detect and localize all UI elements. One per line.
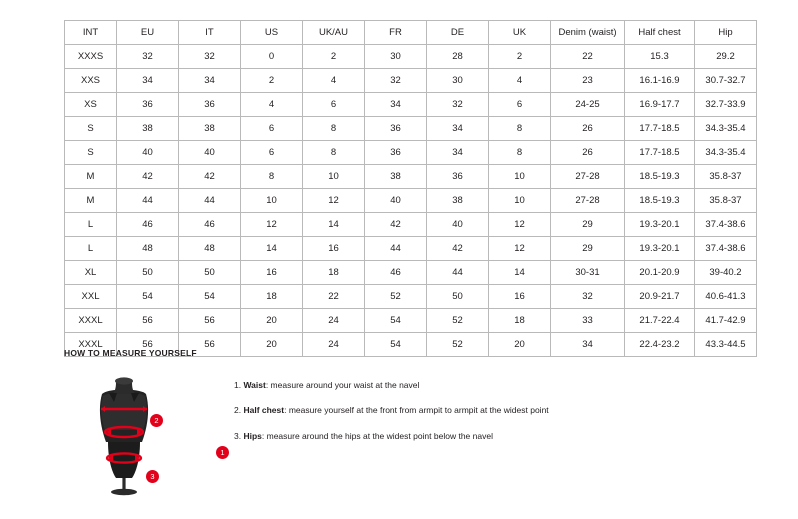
cell-denim-waist: 27-28 xyxy=(551,165,625,189)
cell-us: 8 xyxy=(241,165,303,189)
column-header-de: DE xyxy=(427,21,489,45)
table-row xyxy=(65,309,757,333)
cell-hip: 30.7-32.7 xyxy=(695,69,757,93)
cell-ukau: 18 xyxy=(303,261,365,285)
column-header-hip: Hip xyxy=(695,21,757,45)
table-row xyxy=(65,213,757,237)
cell-us: 12 xyxy=(241,213,303,237)
cell-de: 34 xyxy=(427,141,489,165)
cell-denim-waist: 26 xyxy=(551,117,625,141)
cell-half-chest: 22.4-23.2 xyxy=(625,333,695,357)
cell-ukau: 10 xyxy=(303,165,365,189)
column-header-uk: UK xyxy=(489,21,551,45)
measure-bullet-2: 2 xyxy=(150,414,163,427)
measure-step-term-1: Waist xyxy=(243,380,266,390)
cell-de: 42 xyxy=(427,237,489,261)
cell-eu: 54 xyxy=(117,285,179,309)
cell-hip: 39-40.2 xyxy=(695,261,757,285)
cell-de: 52 xyxy=(427,309,489,333)
column-header-ukau: UK/AU xyxy=(303,21,365,45)
cell-ukau: 6 xyxy=(303,93,365,117)
cell-hip: 37.4-38.6 xyxy=(695,213,757,237)
cell-it: 54 xyxy=(179,285,241,309)
cell-denim-waist: 34 xyxy=(551,333,625,357)
table-row xyxy=(65,189,757,213)
cell-ukau: 2 xyxy=(303,45,365,69)
cell-hip: 34.3-35.4 xyxy=(695,141,757,165)
cell-it: 36 xyxy=(179,93,241,117)
cell-ukau: 12 xyxy=(303,189,365,213)
cell-fr: 54 xyxy=(365,333,427,357)
table-row xyxy=(65,117,757,141)
cell-denim-waist: 26 xyxy=(551,141,625,165)
cell-fr: 40 xyxy=(365,189,427,213)
measure-bullet-1: 1 xyxy=(216,446,229,459)
cell-eu: 48 xyxy=(117,237,179,261)
measure-step-hips xyxy=(234,431,549,442)
cell-fr: 44 xyxy=(365,237,427,261)
measure-step-number-2: 2. xyxy=(234,405,242,416)
measure-step-text-3: : measure around the hips at the widest point below the navel xyxy=(261,430,493,441)
cell-eu: 56 xyxy=(117,333,179,357)
cell-de: 32 xyxy=(427,93,489,117)
cell-hip: 35.8-37 xyxy=(695,189,757,213)
cell-us: 14 xyxy=(241,237,303,261)
cell-it: 46 xyxy=(179,213,241,237)
cell-it: 50 xyxy=(179,261,241,285)
cell-fr: 34 xyxy=(365,93,427,117)
table-row xyxy=(65,69,757,93)
cell-uk: 8 xyxy=(489,117,551,141)
cell-it: 48 xyxy=(179,237,241,261)
cell-hip: 34.3-35.4 xyxy=(695,117,757,141)
column-header-us: US xyxy=(241,21,303,45)
cell-denim-waist: 29 xyxy=(551,213,625,237)
table-row xyxy=(65,165,757,189)
how-to-measure-title: HOW TO MEASURE YOURSELF xyxy=(64,348,197,358)
cell-fr: 52 xyxy=(365,285,427,309)
cell-uk: 10 xyxy=(489,189,551,213)
cell-us: 18 xyxy=(241,285,303,309)
cell-denim-waist: 29 xyxy=(551,237,625,261)
cell-int: XXL xyxy=(65,285,117,309)
cell-fr: 36 xyxy=(365,117,427,141)
measure-step-text-2: : measure yourself at the front from armpit to armpit at the widest point xyxy=(284,405,549,416)
cell-denim-waist: 23 xyxy=(551,69,625,93)
cell-half-chest: 15.3 xyxy=(625,45,695,69)
cell-denim-waist: 32 xyxy=(551,285,625,309)
cell-hip: 41.7-42.9 xyxy=(695,309,757,333)
cell-half-chest: 16.9-17.7 xyxy=(625,93,695,117)
cell-fr: 30 xyxy=(365,45,427,69)
cell-de: 28 xyxy=(427,45,489,69)
cell-eu: 46 xyxy=(117,213,179,237)
cell-eu: 32 xyxy=(117,45,179,69)
cell-it: 32 xyxy=(179,45,241,69)
cell-half-chest: 18.5-19.3 xyxy=(625,165,695,189)
cell-it: 56 xyxy=(179,309,241,333)
cell-fr: 32 xyxy=(365,69,427,93)
how-to-measure-body xyxy=(64,368,764,498)
cell-half-chest: 18.5-19.3 xyxy=(625,189,695,213)
cell-us: 10 xyxy=(241,189,303,213)
measure-step-text-1: : measure around your waist at the navel xyxy=(265,380,420,390)
cell-half-chest: 20.1-20.9 xyxy=(625,261,695,285)
cell-hip: 43.3-44.5 xyxy=(695,333,757,357)
cell-eu: 40 xyxy=(117,141,179,165)
cell-ukau: 8 xyxy=(303,141,365,165)
cell-hip: 29.2 xyxy=(695,45,757,69)
size-conversion-table xyxy=(64,20,757,357)
cell-eu: 42 xyxy=(117,165,179,189)
cell-hip: 35.8-37 xyxy=(695,165,757,189)
table-row xyxy=(65,261,757,285)
cell-denim-waist: 22 xyxy=(551,45,625,69)
cell-de: 38 xyxy=(427,189,489,213)
cell-half-chest: 17.7-18.5 xyxy=(625,117,695,141)
cell-eu: 36 xyxy=(117,93,179,117)
cell-int: XXXS xyxy=(65,45,117,69)
cell-de: 44 xyxy=(427,261,489,285)
table-row xyxy=(65,285,757,309)
cell-de: 34 xyxy=(427,117,489,141)
table-header-row xyxy=(65,21,757,45)
cell-ukau: 8 xyxy=(303,117,365,141)
column-header-it: IT xyxy=(179,21,241,45)
column-header-int: INT xyxy=(65,21,117,45)
cell-uk: 4 xyxy=(489,69,551,93)
cell-denim-waist: 30-31 xyxy=(551,261,625,285)
cell-int: M xyxy=(65,165,117,189)
cell-uk: 12 xyxy=(489,237,551,261)
cell-us: 20 xyxy=(241,333,303,357)
mannequin-illustration xyxy=(64,368,225,498)
cell-uk: 12 xyxy=(489,213,551,237)
measure-step-number-1: 1. xyxy=(234,380,242,390)
size-table-container xyxy=(64,20,746,357)
cell-it: 34 xyxy=(179,69,241,93)
measure-step-waist xyxy=(234,380,549,391)
cell-half-chest: 16.1-16.9 xyxy=(625,69,695,93)
cell-half-chest: 20.9-21.7 xyxy=(625,285,695,309)
measure-step-term-2: Half chest xyxy=(243,405,285,416)
measure-steps-list xyxy=(234,368,549,456)
cell-uk: 14 xyxy=(489,261,551,285)
column-header-eu: EU xyxy=(117,21,179,45)
cell-ukau: 14 xyxy=(303,213,365,237)
cell-us: 6 xyxy=(241,117,303,141)
cell-it: 40 xyxy=(179,141,241,165)
cell-it: 42 xyxy=(179,165,241,189)
column-header-denim-waist: Denim (waist) xyxy=(551,21,625,45)
cell-denim-waist: 33 xyxy=(551,309,625,333)
cell-int: L xyxy=(65,213,117,237)
cell-uk: 6 xyxy=(489,93,551,117)
cell-us: 4 xyxy=(241,93,303,117)
cell-int: XXXL xyxy=(65,309,117,333)
table-row xyxy=(65,45,757,69)
cell-int: XXS xyxy=(65,69,117,93)
cell-uk: 8 xyxy=(489,141,551,165)
cell-hip: 40.6-41.3 xyxy=(695,285,757,309)
cell-de: 40 xyxy=(427,213,489,237)
cell-ukau: 24 xyxy=(303,309,365,333)
column-header-half-chest: Half chest xyxy=(625,21,695,45)
cell-it: 56 xyxy=(179,333,241,357)
table-row xyxy=(65,141,757,165)
cell-ukau: 4 xyxy=(303,69,365,93)
cell-denim-waist: 24-25 xyxy=(551,93,625,117)
cell-int: M xyxy=(65,189,117,213)
cell-it: 38 xyxy=(179,117,241,141)
cell-de: 30 xyxy=(427,69,489,93)
cell-hip: 32.7-33.9 xyxy=(695,93,757,117)
cell-de: 36 xyxy=(427,165,489,189)
measure-step-term-3: Hips xyxy=(243,430,262,441)
cell-ukau: 16 xyxy=(303,237,365,261)
cell-us: 6 xyxy=(241,141,303,165)
cell-int: L xyxy=(65,237,117,261)
cell-int: S xyxy=(65,117,117,141)
cell-eu: 50 xyxy=(117,261,179,285)
cell-uk: 18 xyxy=(489,309,551,333)
cell-fr: 46 xyxy=(365,261,427,285)
cell-half-chest: 17.7-18.5 xyxy=(625,141,695,165)
cell-hip: 37.4-38.6 xyxy=(695,237,757,261)
how-to-measure-section xyxy=(64,348,764,498)
cell-eu: 56 xyxy=(117,309,179,333)
measure-step-number-3: 3. xyxy=(234,430,242,441)
cell-eu: 44 xyxy=(117,189,179,213)
cell-uk: 20 xyxy=(489,333,551,357)
cell-eu: 38 xyxy=(117,117,179,141)
measure-bullet-3: 3 xyxy=(146,470,159,483)
cell-fr: 38 xyxy=(365,165,427,189)
cell-half-chest: 19.3-20.1 xyxy=(625,213,695,237)
cell-ukau: 24 xyxy=(303,333,365,357)
cell-denim-waist: 27-28 xyxy=(551,189,625,213)
cell-de: 50 xyxy=(427,285,489,309)
cell-int: S xyxy=(65,141,117,165)
cell-half-chest: 21.7-22.4 xyxy=(625,309,695,333)
cell-int: XL xyxy=(65,261,117,285)
cell-it: 44 xyxy=(179,189,241,213)
cell-int: XXXL xyxy=(65,333,117,357)
cell-fr: 54 xyxy=(365,309,427,333)
table-row xyxy=(65,93,757,117)
cell-ukau: 22 xyxy=(303,285,365,309)
measure-step-half-chest xyxy=(234,405,549,416)
cell-uk: 16 xyxy=(489,285,551,309)
cell-int: XS xyxy=(65,93,117,117)
cell-eu: 34 xyxy=(117,69,179,93)
table-row xyxy=(65,237,757,261)
cell-us: 2 xyxy=(241,69,303,93)
cell-uk: 10 xyxy=(489,165,551,189)
cell-us: 16 xyxy=(241,261,303,285)
column-header-fr: FR xyxy=(365,21,427,45)
cell-uk: 2 xyxy=(489,45,551,69)
table-body xyxy=(65,45,757,357)
cell-fr: 42 xyxy=(365,213,427,237)
cell-us: 0 xyxy=(241,45,303,69)
cell-fr: 36 xyxy=(365,141,427,165)
cell-us: 20 xyxy=(241,309,303,333)
table-header xyxy=(65,21,757,45)
cell-half-chest: 19.3-20.1 xyxy=(625,237,695,261)
cell-de: 52 xyxy=(427,333,489,357)
